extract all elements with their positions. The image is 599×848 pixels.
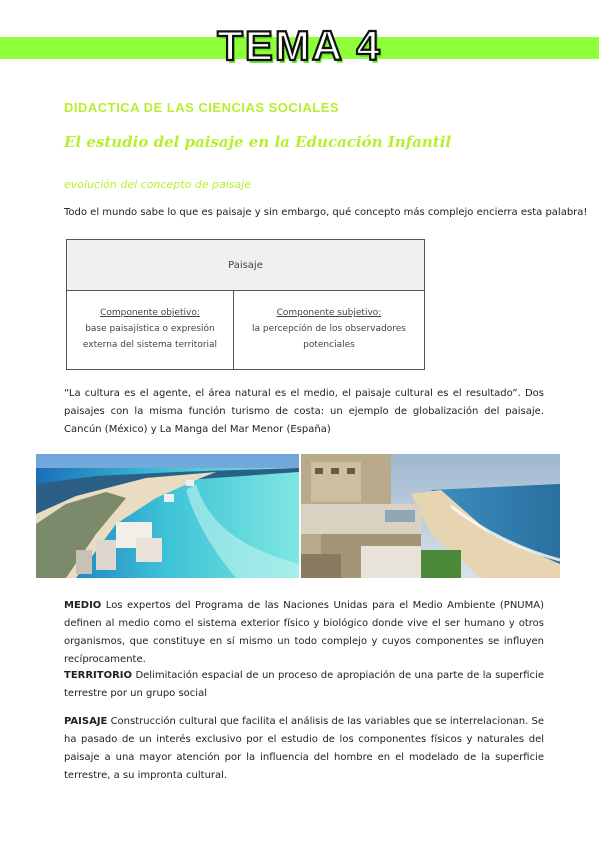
objective-component-cell [67, 291, 234, 370]
cancun-photo [36, 454, 299, 578]
text-territorio: Delimitación espacial de un proceso de apropiación de una parte de la superficie terrestre por un grupo social [64, 670, 544, 699]
text-paisaje: Construcción cultural que facilita el análisis de las variables que se interrelacionan. Se ha pasado de un interés exclusivo por el estudio de los componentes físicos y naturales del paisaje a una mayor atención por la influencia del hombre en el modelado de la superficie terrestre, a su impronta cultural. [64, 716, 544, 781]
definition-territorio [64, 667, 544, 703]
topic-heading: El estudio del paisaje en la Educación Infantil [64, 133, 452, 151]
section-heading: evolución del concepto de paisaje [64, 178, 252, 191]
subjective-line-1: la percepción de los observadores [251, 324, 406, 334]
definition-medio [64, 597, 544, 669]
paisaje-table [66, 239, 425, 370]
quote-paragraph: “La cultura es el agente, el área natural es el medio, el paisaje cultural es el resultado”. Dos paisajes con la misma función turismo de costa: un ejemplo de globalización del paisaje. Cancún (México) y La Manga del Mar Menor (España) [64, 388, 544, 435]
subjective-title: Componente subjetivo: [276, 308, 382, 318]
text-medio: Los expertos del Programa de las Naciones Unidas para el Medio Ambiente (PNUMA) definen al medio como el sistema exterior físico y biológico donde vive el ser humano y otros organismos, que constituye en sí mismo un todo complejo y cuyos componentes se influyen recíprocamente. [64, 600, 544, 665]
table-header: Paisaje [67, 240, 425, 291]
subject-heading: DIDACTICA DE LAS CIENCIAS SOCIALES [64, 100, 340, 115]
subjective-line-2: potenciales [303, 340, 355, 350]
page-title: TEMA 4 [217, 22, 382, 69]
intro-paragraph: Todo el mundo sabe lo que es paisaje y sin embargo, qué concepto más complejo encierra esta palabra! [64, 207, 588, 218]
objective-title: Componente objetivo: [100, 308, 200, 318]
la-manga-photo [301, 454, 560, 578]
term-paisaje: PAISAJE [64, 716, 108, 727]
objective-line-1: base paisajística o expresión [85, 324, 215, 334]
definition-paisaje [64, 713, 544, 785]
term-medio: MEDIO [64, 600, 102, 611]
term-territorio: TERRITORIO [64, 670, 133, 681]
objective-line-2: externa del sistema territorial [82, 340, 218, 350]
subjective-component-cell [233, 291, 424, 370]
